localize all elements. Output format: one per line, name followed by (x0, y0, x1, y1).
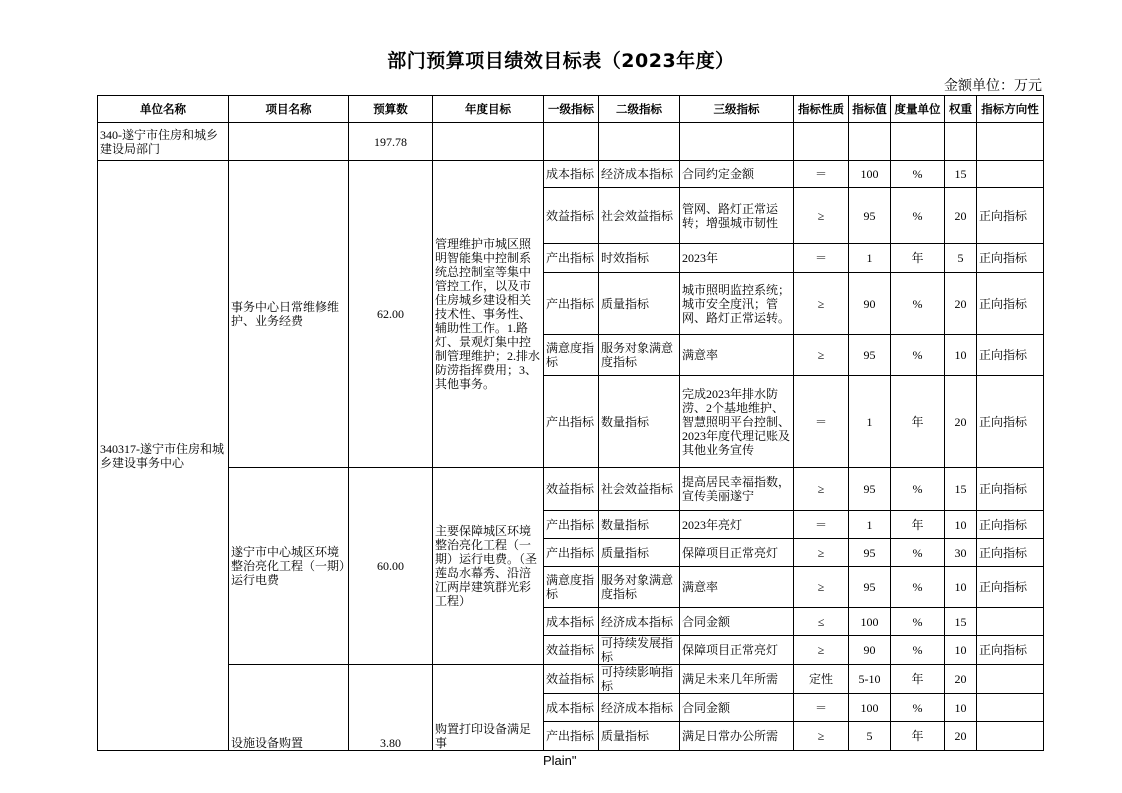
level2-indicator: 社会效益指标 (599, 468, 680, 511)
indicator-value: 90 (849, 273, 891, 335)
level2-indicator: 数量指标 (599, 511, 680, 539)
level2-indicator: 质量指标 (599, 273, 680, 335)
indicator-value: 90 (849, 636, 891, 665)
weight: 15 (945, 468, 977, 511)
project-name: 事务中心日常维修维护、业务经费 (229, 161, 349, 468)
indicator-value: 95 (849, 468, 891, 511)
indicator-direction: 正向指标 (977, 188, 1044, 244)
indicator-value: 95 (849, 567, 891, 608)
level3-indicator: 2023年亮灯 (680, 511, 794, 539)
indicator-direction: 正向指标 (977, 468, 1044, 511)
level2-indicator: 质量指标 (599, 539, 680, 567)
level3-indicator: 满意率 (680, 335, 794, 376)
indicator-direction: 正向指标 (977, 273, 1044, 335)
weight: 10 (945, 694, 977, 722)
level1-indicator: 成本指标 (544, 694, 599, 722)
indicator-nature: ≥ (794, 335, 849, 376)
indicator-nature: ≥ (794, 539, 849, 567)
indicator-value: 5 (849, 722, 891, 751)
column-header: 权重 (945, 96, 977, 123)
measure-unit: % (891, 335, 945, 376)
indicator-row (98, 468, 1044, 511)
level2-indicator: 服务对象满意度指标 (599, 335, 680, 376)
level3-indicator: 满足日常办公所需 (680, 722, 794, 751)
empty-cell (680, 123, 794, 161)
weight: 5 (945, 244, 977, 273)
weight: 20 (945, 188, 977, 244)
weight: 20 (945, 376, 977, 468)
performance-table-container (97, 95, 1043, 751)
project-budget: 60.00 (349, 468, 433, 665)
indicator-nature: 定性 (794, 665, 849, 694)
level1-indicator: 成本指标 (544, 161, 599, 188)
weight: 30 (945, 539, 977, 567)
measure-unit: % (891, 273, 945, 335)
level2-indicator: 时效指标 (599, 244, 680, 273)
level3-indicator: 保障项目正常亮灯 (680, 636, 794, 665)
level3-indicator: 管网、路灯正常运转；增强城市韧性 (680, 188, 794, 244)
level1-indicator: 效益指标 (544, 468, 599, 511)
measure-unit: % (891, 608, 945, 636)
level3-indicator: 合同约定金额 (680, 161, 794, 188)
indicator-value: 100 (849, 161, 891, 188)
empty-cell (849, 123, 891, 161)
empty-cell (599, 123, 680, 161)
column-header: 单位名称 (98, 96, 229, 123)
indicator-direction: 正向指标 (977, 376, 1044, 468)
dept-row (98, 123, 1044, 161)
level2-indicator: 可持续影响指标 (599, 665, 680, 694)
empty-cell (977, 123, 1044, 161)
level1-indicator: 成本指标 (544, 608, 599, 636)
level3-indicator: 保障项目正常亮灯 (680, 539, 794, 567)
measure-unit: % (891, 468, 945, 511)
measure-unit: % (891, 188, 945, 244)
project-budget: 3.80 (349, 665, 433, 751)
level2-indicator: 可持续发展指标 (599, 636, 680, 665)
indicator-value: 5-10 (849, 665, 891, 694)
level3-indicator: 满足未来几年所需 (680, 665, 794, 694)
table-header-row (98, 96, 1044, 123)
measure-unit: 年 (891, 665, 945, 694)
project-annual-goal: 购置打印设备满足事 (433, 665, 544, 751)
indicator-direction: 正向指标 (977, 511, 1044, 539)
level3-indicator: 合同金额 (680, 608, 794, 636)
empty-cell (433, 123, 544, 161)
weight: 20 (945, 273, 977, 335)
level1-indicator: 产出指标 (544, 539, 599, 567)
indicator-nature: ＝ (794, 244, 849, 273)
indicator-value: 95 (849, 188, 891, 244)
indicator-value: 1 (849, 376, 891, 468)
level2-indicator: 经济成本指标 (599, 161, 680, 188)
indicator-row (98, 665, 1044, 694)
empty-cell (229, 123, 349, 161)
indicator-nature: ＝ (794, 161, 849, 188)
column-header: 指标方向性 (977, 96, 1044, 123)
level3-indicator: 完成2023年排水防涝、2个基地维护、智慧照明平台控制、2023年度代理记账及其他业务宣传 (680, 376, 794, 468)
column-header: 项目名称 (229, 96, 349, 123)
level1-indicator: 产出指标 (544, 273, 599, 335)
empty-cell (945, 123, 977, 161)
indicator-nature: ≥ (794, 722, 849, 751)
indicator-direction: 正向指标 (977, 539, 1044, 567)
level2-indicator: 社会效益指标 (599, 188, 680, 244)
indicator-value: 100 (849, 608, 891, 636)
indicator-direction (977, 694, 1044, 722)
measure-unit: % (891, 636, 945, 665)
level3-indicator: 城市照明监控系统；城市安全度汛；管网、路灯正常运转。 (680, 273, 794, 335)
level1-indicator: 产出指标 (544, 722, 599, 751)
column-header: 一级指标 (544, 96, 599, 123)
level1-indicator: 效益指标 (544, 188, 599, 244)
measure-unit: 年 (891, 511, 945, 539)
indicator-direction: 正向指标 (977, 636, 1044, 665)
indicator-nature: ≤ (794, 608, 849, 636)
weight: 15 (945, 608, 977, 636)
indicator-value: 100 (849, 694, 891, 722)
level1-indicator: 产出指标 (544, 511, 599, 539)
dept-unit-name: 340-遂宁市住房和城乡建设局部门 (98, 123, 229, 161)
level2-indicator: 经济成本指标 (599, 694, 680, 722)
page-title: 部门预算项目绩效目标表（2023年度） (387, 50, 735, 72)
indicator-direction: 正向指标 (977, 567, 1044, 608)
indicator-direction: 正向指标 (977, 244, 1044, 273)
level1-indicator: 满意度指标 (544, 335, 599, 376)
level3-indicator: 合同金额 (680, 694, 794, 722)
weight: 10 (945, 335, 977, 376)
empty-cell (891, 123, 945, 161)
indicator-value: 1 (849, 244, 891, 273)
indicator-nature: ＝ (794, 694, 849, 722)
footer-text: Plain" (543, 753, 577, 768)
indicator-nature: ≥ (794, 273, 849, 335)
level3-indicator: 满意率 (680, 567, 794, 608)
measure-unit: % (891, 539, 945, 567)
weight: 10 (945, 511, 977, 539)
amount-unit-label: 金额单位：万元 (944, 79, 1042, 94)
project-name: 遂宁市中心城区环境整治亮化工程（一期）运行电费 (229, 468, 349, 665)
level1-indicator: 满意度指标 (544, 567, 599, 608)
project-annual-goal: 主要保障城区环境整治亮化工程（一期）运行电费。（圣莲岛水幕秀、沿涪江两岸建筑群光彩工程） (433, 468, 544, 665)
weight: 10 (945, 567, 977, 608)
indicator-nature: ＝ (794, 511, 849, 539)
indicator-direction (977, 161, 1044, 188)
indicator-row (98, 161, 1044, 188)
level1-indicator: 效益指标 (544, 636, 599, 665)
level2-indicator: 服务对象满意度指标 (599, 567, 680, 608)
column-header: 指标性质 (794, 96, 849, 123)
level1-indicator: 产出指标 (544, 244, 599, 273)
weight: 20 (945, 665, 977, 694)
project-budget: 62.00 (349, 161, 433, 468)
column-header: 二级指标 (599, 96, 680, 123)
indicator-value: 95 (849, 335, 891, 376)
weight: 15 (945, 161, 977, 188)
unit-name: 340317-遂宁市住房和城乡建设事务中心 (98, 161, 229, 751)
indicator-nature: ≥ (794, 188, 849, 244)
weight: 20 (945, 722, 977, 751)
empty-cell (544, 123, 599, 161)
level1-indicator: 产出指标 (544, 376, 599, 468)
empty-cell (794, 123, 849, 161)
indicator-value: 1 (849, 511, 891, 539)
project-annual-goal: 管理维护市城区照明智能集中控制系统总控制室等集中管控工作，以及市住房城乡建设相关技术性、事务性、辅助性工作。1.路灯、景观灯集中控制管理维护；2.排水防涝指挥费用；3、其他事务。 (433, 161, 544, 468)
indicator-nature: ＝ (794, 376, 849, 468)
indicator-direction: 正向指标 (977, 335, 1044, 376)
measure-unit: % (891, 694, 945, 722)
measure-unit: % (891, 567, 945, 608)
column-header: 预算数 (349, 96, 433, 123)
column-header: 年度目标 (433, 96, 544, 123)
indicator-nature: ≥ (794, 567, 849, 608)
project-name: 设施设备购置 (229, 665, 349, 751)
indicator-direction (977, 665, 1044, 694)
level2-indicator: 经济成本指标 (599, 608, 680, 636)
column-header: 度量单位 (891, 96, 945, 123)
performance-table (97, 95, 1044, 751)
column-header: 指标值 (849, 96, 891, 123)
indicator-direction (977, 608, 1044, 636)
column-header: 三级指标 (680, 96, 794, 123)
indicator-nature: ≥ (794, 636, 849, 665)
indicator-value: 95 (849, 539, 891, 567)
measure-unit: 年 (891, 722, 945, 751)
measure-unit: 年 (891, 244, 945, 273)
indicator-nature: ≥ (794, 468, 849, 511)
level2-indicator: 质量指标 (599, 722, 680, 751)
measure-unit: 年 (891, 376, 945, 468)
dept-budget: 197.78 (349, 123, 433, 161)
level2-indicator: 数量指标 (599, 376, 680, 468)
level1-indicator: 效益指标 (544, 665, 599, 694)
weight: 10 (945, 636, 977, 665)
level3-indicator: 提高居民幸福指数，宣传美丽遂宁 (680, 468, 794, 511)
indicator-direction (977, 722, 1044, 751)
level3-indicator: 2023年 (680, 244, 794, 273)
measure-unit: % (891, 161, 945, 188)
